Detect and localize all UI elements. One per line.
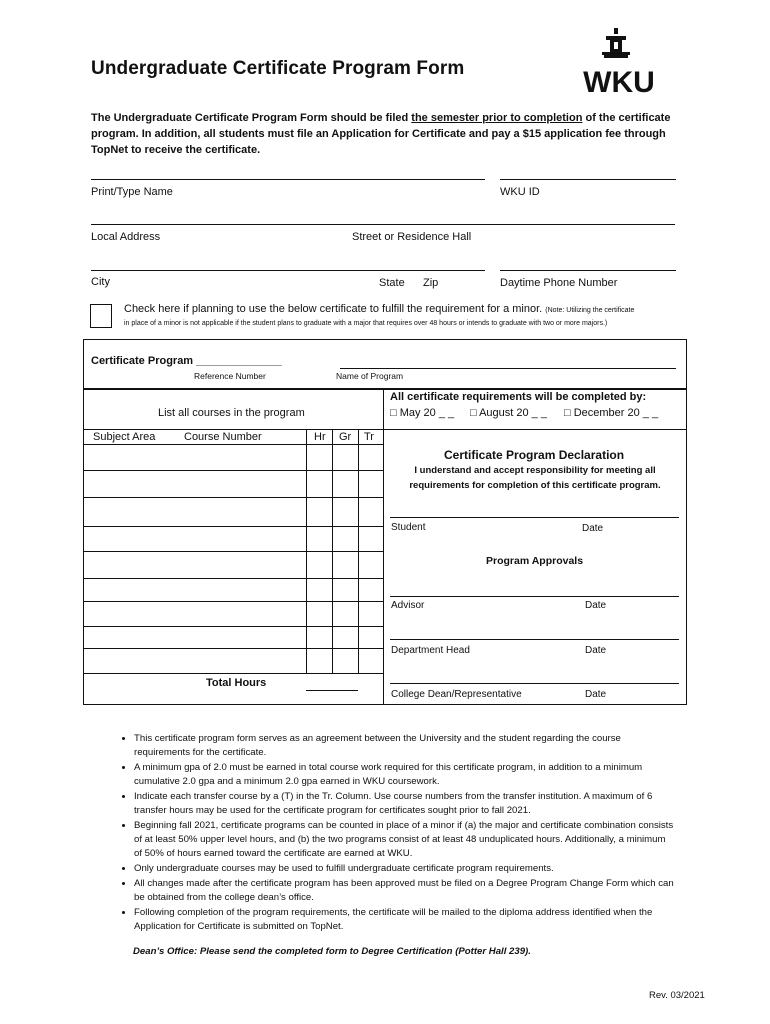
completion-heading: All certificate requirements will be completed by: — [390, 391, 647, 403]
phone-line[interactable] — [500, 270, 676, 271]
zip-label: Zip — [423, 277, 439, 289]
advisor-label: Advisor — [391, 600, 425, 611]
instruction-item: • This certificate program form serves as an agreement between the University and the student regarding the course requirements for the certificate. — [134, 732, 676, 760]
city-label: City — [91, 276, 110, 288]
table-header-top-line — [83, 429, 687, 430]
course-row-line — [83, 626, 383, 627]
course-row-line — [83, 578, 383, 579]
intro-text-2: of the certificate program. In addition, all students must file an Application for Certificate and pay a $15 application fee through TopNet to receive the certificate. — [91, 112, 671, 156]
local-address-line[interactable] — [91, 224, 675, 225]
print-name-line[interactable] — [91, 179, 485, 180]
instruction-item: • Indicate each transfer course by a (T) in the Tr. Column. Use course numbers from the transfer institution. A maximum of 6 transfer hours may be used for the certificate program for certificates sought prior to fall 2021. — [134, 790, 676, 818]
program-approvals-heading: Program Approvals — [486, 555, 584, 567]
course-row-line — [83, 526, 383, 527]
tr-header: Tr — [364, 431, 374, 443]
revision-label: Rev. 03/2021 — [649, 990, 705, 1001]
instruction-item: • Beginning fall 2021, certificate programs can be counted in place of a minor if (a) the major and certificate combination consists of at least 50% upper level hours, and (b) the two programs consist of at least 48 unduplicated hours. Additionally, a minimum of 50% of hours earned toward the certificate are earned at WKU. — [134, 819, 676, 861]
gr-header: Gr — [339, 431, 352, 443]
declaration-text-2: requirements for completion of this certificate program. — [409, 480, 661, 491]
local-address-label: Local Address — [91, 231, 161, 243]
course-row-line — [83, 444, 383, 445]
minor-text: Check here if planning to use the below certificate to fulfill the requirement for a minor. — [124, 303, 543, 315]
course-row-line — [83, 470, 383, 471]
logo-text: WKU — [583, 66, 655, 98]
instructions-list — [116, 732, 676, 935]
course-row-line — [83, 601, 383, 602]
wku-logo — [576, 26, 662, 98]
instruction-item: • A minimum gpa of 2.0 must be earned in total course work required for this certificate program, in addition to a minimum cumulative 2.0 gpa and a minimum 2.0 gpa earned in WKU coursework. — [134, 761, 676, 789]
total-hours-line[interactable] — [306, 690, 358, 691]
student-signature-line[interactable] — [390, 517, 679, 518]
print-name-label: Print/Type Name — [91, 186, 173, 198]
tower-icon — [576, 26, 662, 98]
instruction-item: • Following completion of the program requirements, the certificate will be mailed to the diploma address identified when the Application for Certificate is submitted on TopNet. — [134, 906, 676, 934]
name-of-program-label: Name of Program — [336, 371, 404, 381]
department-head-date-label: Date — [585, 645, 607, 656]
certificate-program-label: Certificate Program ______________ — [91, 355, 282, 367]
august-option[interactable]: □ August 20 _ _ — [470, 407, 547, 419]
minor-checkbox-label — [124, 303, 634, 315]
wku-id-label: WKU ID — [500, 186, 540, 198]
department-head-line[interactable] — [390, 639, 679, 640]
phone-label: Daytime Phone Number — [500, 277, 618, 289]
student-label: Student — [391, 522, 426, 533]
state-label: State — [379, 277, 405, 289]
subject-area-header: Subject Area — [93, 431, 156, 443]
declaration-heading: Certificate Program Declaration — [444, 448, 625, 462]
city-state-zip-line[interactable] — [91, 270, 485, 271]
instruction-item: • All changes made after the certificate program has been approved must be filed on a Degree Program Change Form which can be obtained from the college dean’s office. — [134, 877, 676, 905]
course-row-line — [83, 551, 383, 552]
advisor-date-label: Date — [585, 600, 607, 611]
advisor-signature-line[interactable] — [390, 596, 679, 597]
main-divider — [383, 389, 384, 705]
college-dean-line[interactable] — [390, 683, 679, 684]
student-date-label: Date — [582, 523, 604, 534]
course-row-line — [83, 673, 383, 674]
minor-checkbox[interactable] — [90, 304, 112, 328]
total-hours-label: Total Hours — [206, 677, 267, 689]
minor-note-2: in place of a minor is not applicable if the student plans to graduate with a major that requires over 48 hours or intends to graduate with two or more majors.) — [124, 320, 608, 327]
college-dean-date-label: Date — [585, 689, 607, 700]
course-number-header: Course Number — [184, 431, 262, 443]
form-title: Undergraduate Certificate Program Form — [91, 58, 465, 79]
december-option[interactable]: □ December 20 _ _ — [564, 407, 659, 419]
intro-underlined: the semester prior to completion — [411, 112, 583, 124]
course-row-line — [83, 497, 383, 498]
college-dean-label: College Dean/Representative — [391, 689, 522, 700]
minor-note-1: (Note: Utilizing the certificate — [545, 307, 635, 314]
dean-office-note: Dean’s Office: Please send the completed form to Degree Certification (Potter Hall 239). — [133, 946, 531, 957]
program-name-line[interactable] — [340, 368, 676, 369]
may-option[interactable]: □ May 20 _ _ — [390, 407, 455, 419]
course-row-line — [83, 648, 383, 649]
department-head-label: Department Head — [391, 645, 470, 656]
street-label: Street or Residence Hall — [352, 231, 472, 243]
declaration-text-1: I understand and accept responsibility for meeting all — [414, 465, 656, 476]
intro-paragraph — [91, 110, 681, 158]
wku-id-line[interactable] — [500, 179, 676, 180]
reference-number-label: Reference Number — [194, 371, 266, 381]
intro-text-1: The Undergraduate Certificate Program Form should be filed — [91, 112, 412, 124]
hr-header: Hr — [314, 431, 326, 443]
list-courses-label: List all courses in the program — [158, 407, 305, 419]
courses-table — [83, 389, 687, 705]
instruction-item: • Only undergraduate courses may be used to fulfill undergraduate certificate program requirements. — [134, 862, 676, 876]
